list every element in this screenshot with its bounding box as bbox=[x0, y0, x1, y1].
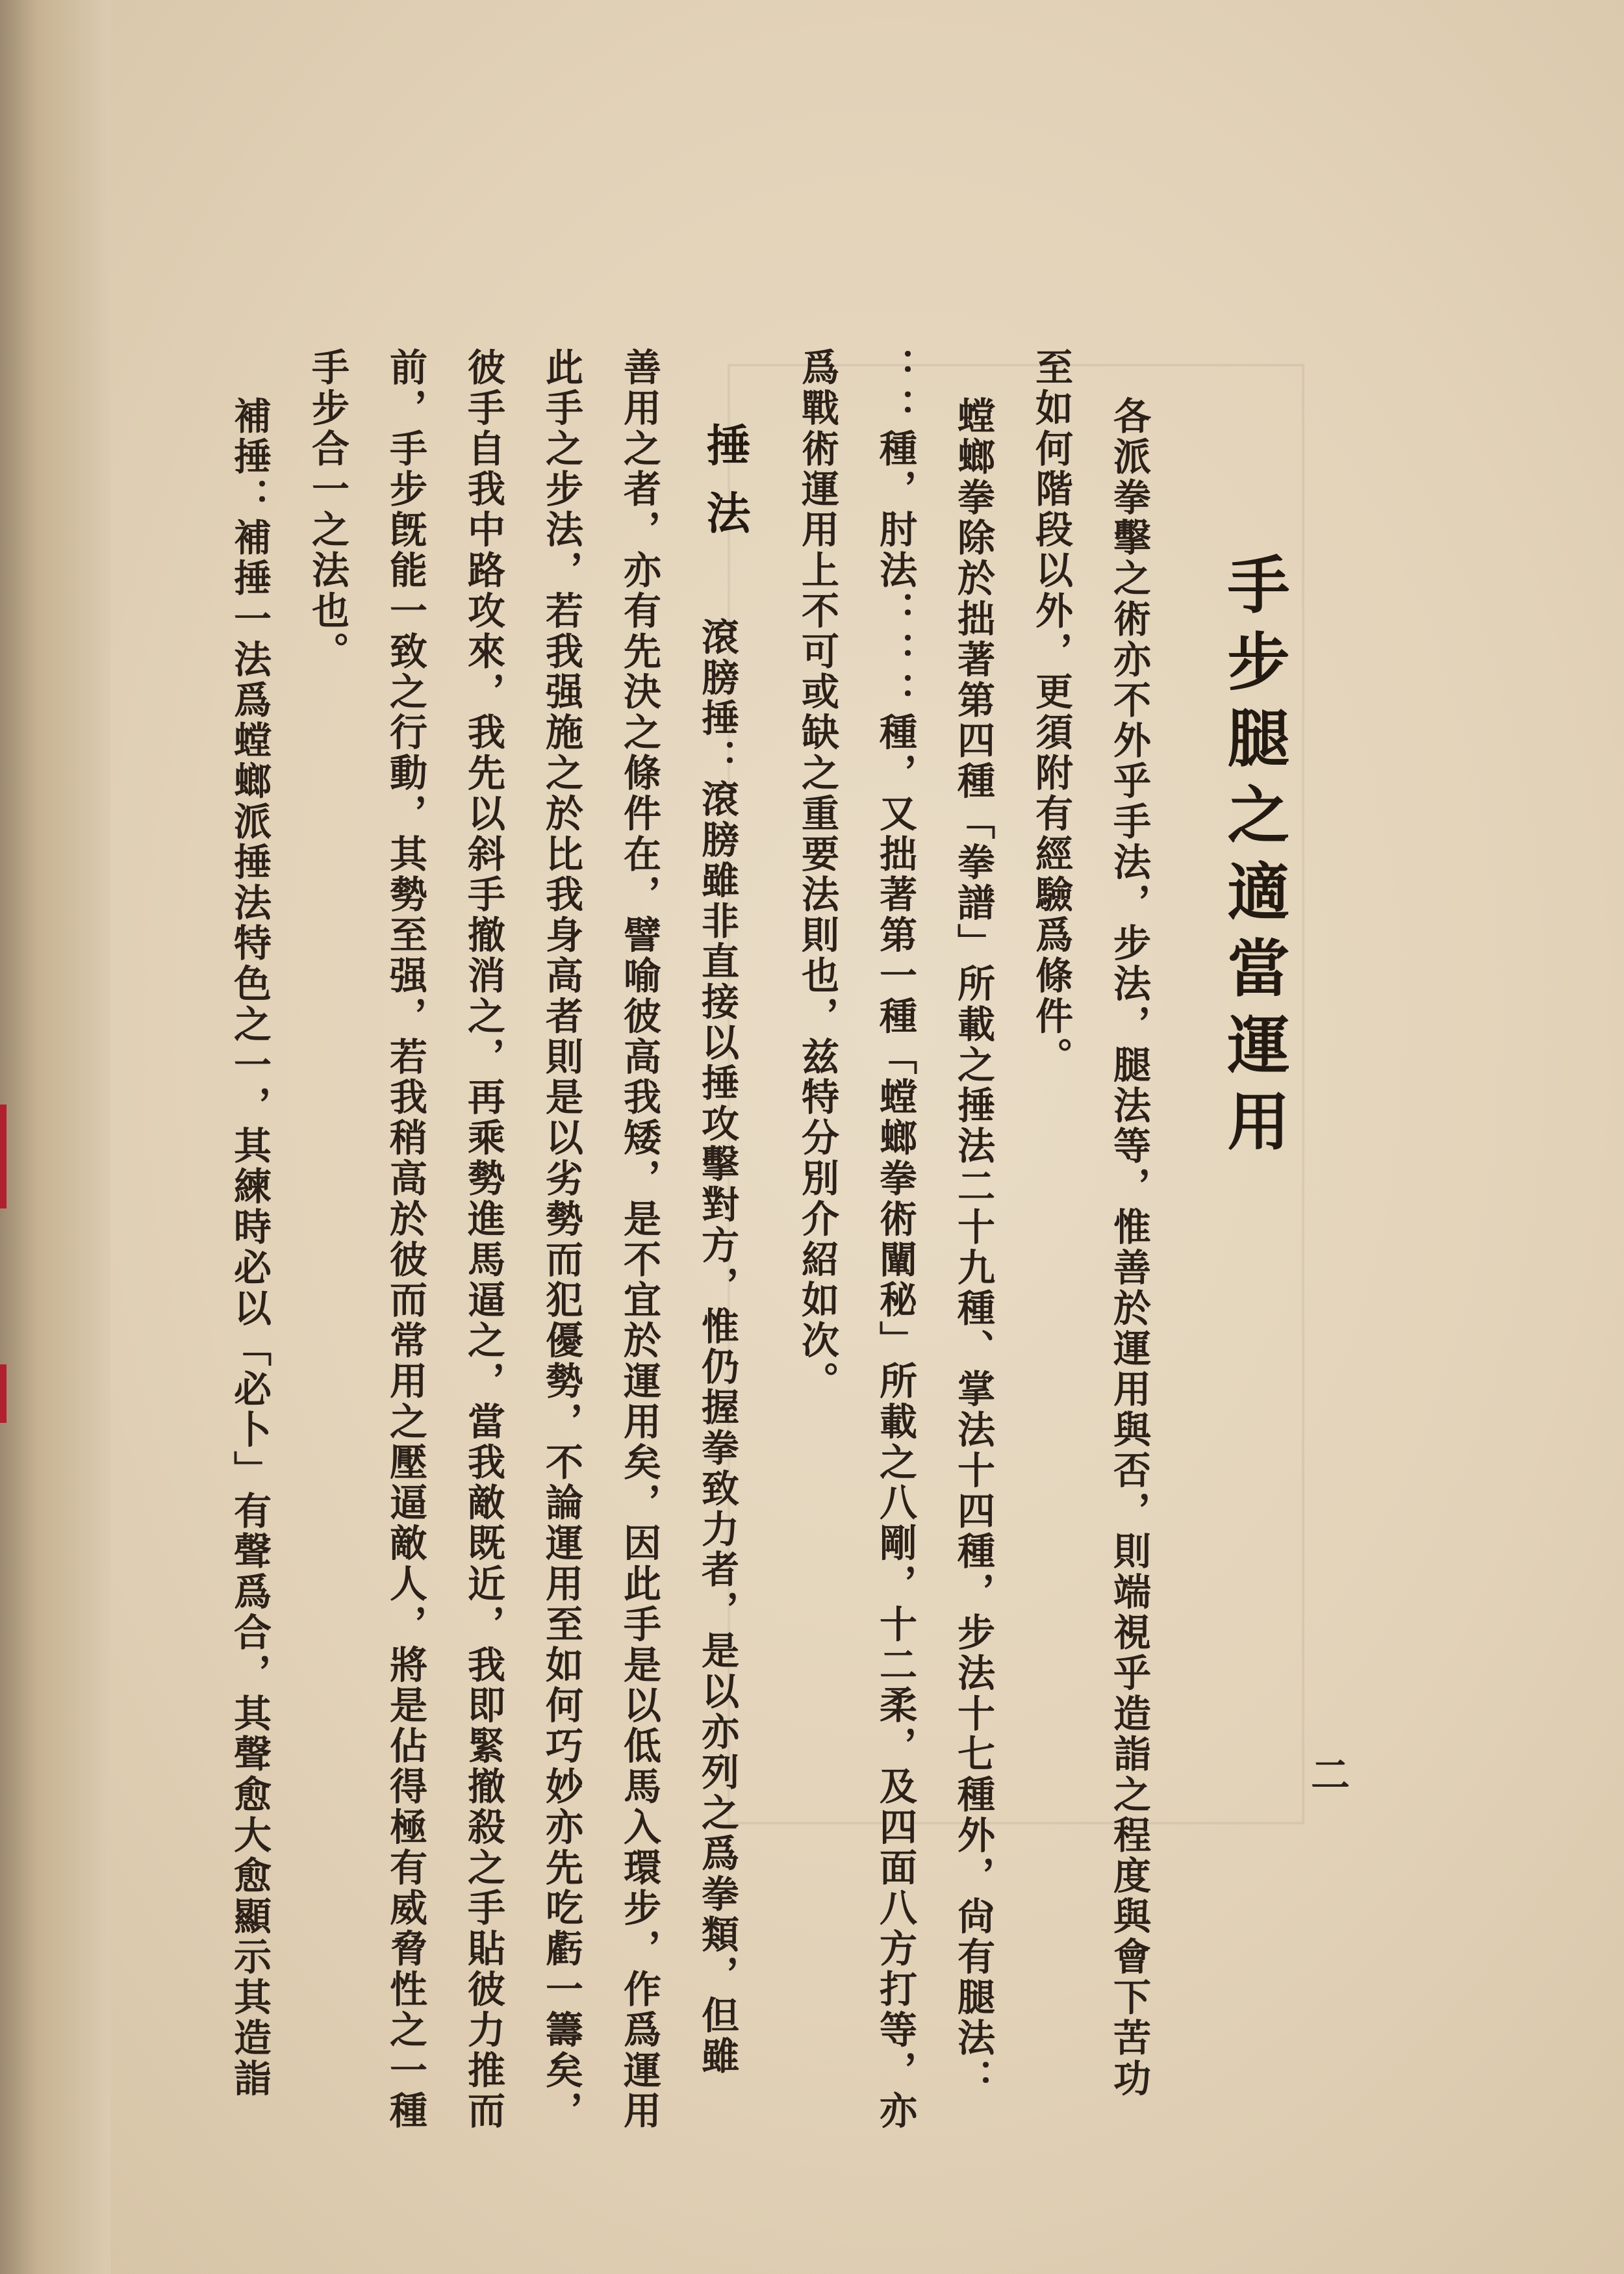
page-title: 手步腿之適當運用 bbox=[1217, 552, 1291, 1166]
page-number: 二 bbox=[1304, 1754, 1350, 1793]
text-column: 手步合一之法也。 bbox=[305, 348, 349, 672]
text-column: 螳螂拳除於拙著第四種「拳譜」所載之捶法二十九種、掌法十四種，步法十七種外，尙有腿法： bbox=[951, 396, 995, 2099]
text-column: 善用之者，亦有先決之條件在，譬喻彼高我矮，是不宜於運用矣，因此手是以低馬入環步，作爲運用 bbox=[617, 348, 661, 2132]
text-column: 此手之步法，若我强施之於比我身高者則是以劣勢而犯優勢，不論運用至如何巧妙亦先吃虧一籌矣， bbox=[539, 348, 583, 2132]
page-gutter bbox=[0, 0, 110, 2274]
text-column: 滾膀捶：滾膀雖非直接以捶攻擊對方，惟仍握拳致力者，是以亦列之爲拳類，但雖 bbox=[695, 617, 739, 2077]
text-column: 彼手自我中路攻來，我先以斜手撤消之，再乘勢進馬逼之，當我敵既近，我即緊撤殺之手貼彼力推而 bbox=[461, 348, 505, 2132]
binding-mark bbox=[0, 1105, 6, 1208]
text-column: 補捶：補捶一法爲螳螂派捶法特色之一，其練時必以「必卜」有聲爲合，其聲愈大愈顯示其造詣 bbox=[227, 396, 272, 2099]
text-column: ：：種，肘法：：：種，又拙著第一種「螳螂拳術闡秘」所載之八剛，十二柔，及四面八方打等，亦 bbox=[873, 348, 917, 2132]
binding-mark bbox=[0, 1364, 6, 1423]
text-column: 至如何階段以外，更須附有經驗爲條件。 bbox=[1029, 348, 1073, 1078]
text-column: 爲戰術運用上不可或缺之重要法則也，兹特分別介紹如次。 bbox=[795, 348, 839, 1402]
text-column: 各派拳擊之術亦不外乎手法，步法，腿法等，惟善於運用與否，則端視乎造詣之程度與會下苦功 bbox=[1107, 396, 1151, 2099]
section-heading: 捶法 bbox=[699, 422, 751, 557]
text-column: 前，手步旣能一致之行動，其勢至强，若我稍高於彼而常用之壓逼敵人，將是佔得極有威脅性之一種 bbox=[383, 348, 427, 2132]
